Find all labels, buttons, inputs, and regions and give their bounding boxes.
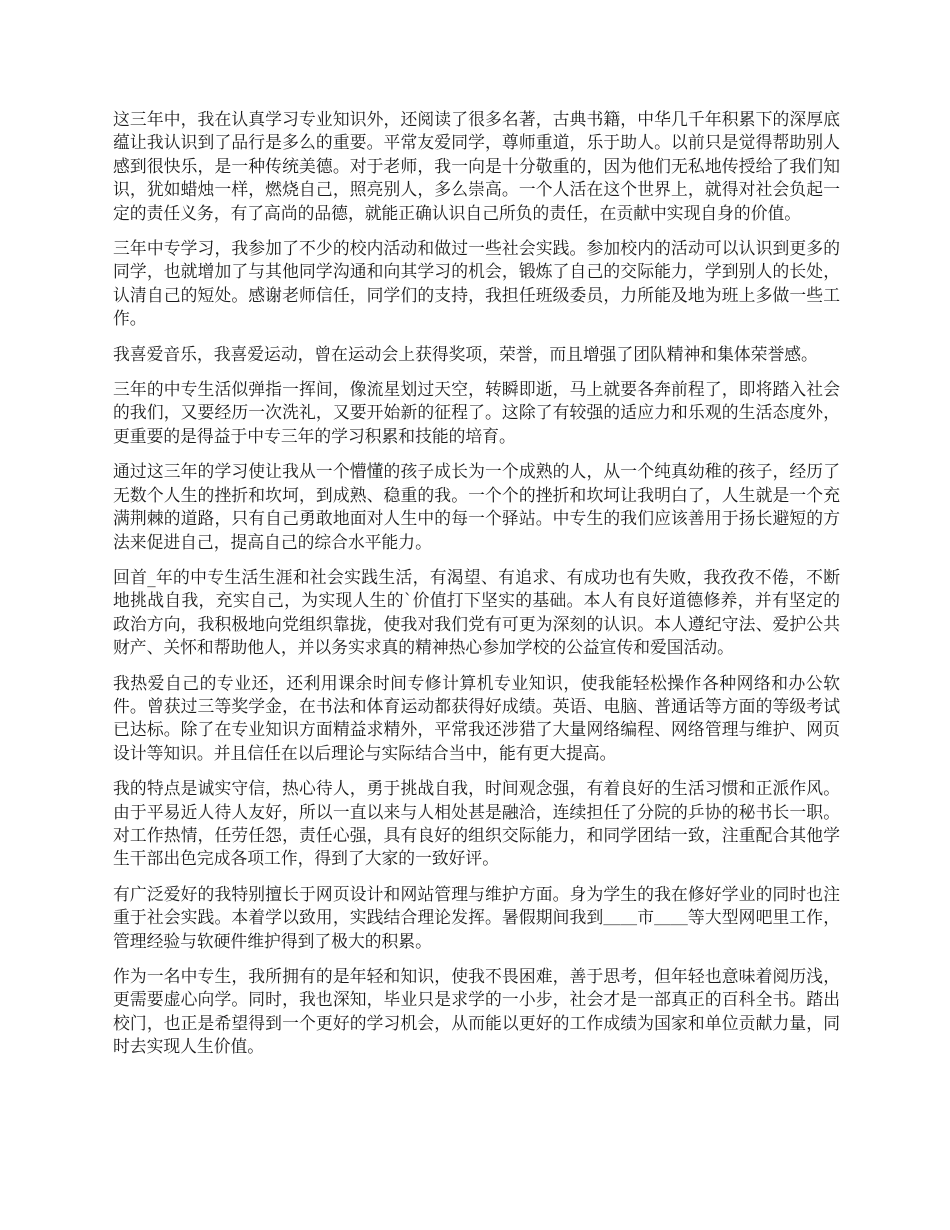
- paragraph-1: 这三年中，我在认真学习专业知识外，还阅读了很多名著，古典书籍，中华几千年积累下的深厚底蕴让我认识到了品行是多么的重要。平常友爱同学，尊师重道，乐于助人。以前只是觉得帮助别人感到很快乐，是一种传统美德。对于老师，我一向是十分敬重的，因为他们无私地传授给了我们知识，犹如蜡烛一样，燃烧自己，照亮别人，多么崇高。一个人活在这个世界上，就得对社会负起一定的责任义务，有了高尚的品德，就能正确认识自己所负的责任，在贡献中实现自身的价值。: [113, 109, 840, 223]
- paragraph-2: 三年中专学习，我参加了不少的校内活动和做过一些社会实践。参加校内的活动可以认识到更多的同学，也就增加了与其他同学沟通和向其学习的机会，锻炼了自己的交际能力，学到别人的长处，认清自己的短处。感谢老师信任，同学们的支持，我担任班级委员，力所能及地为班上多做一些工作。: [113, 238, 840, 329]
- document-body: [113, 108, 840, 1071]
- paragraph-4: 三年的中专生活似弹指一挥间，像流星划过天空，转瞬即逝，马上就要各奔前程了，即将踏入社会的我们，又要经历一次洗礼，又要开始新的征程了。这除了有较强的适应力和乐观的生活态度外，更重要的是得益于中专三年的学习积累和技能的培育。: [113, 379, 840, 446]
- paragraph-8: 我的特点是诚实守信，热心待人，勇于挑战自我，时间观念强，有着良好的生活习惯和正派作风。由于平易近人待人友好，所以一直以来与人相处甚是融洽，连续担任了分院的乒协的秘书长一职。对工作热情，任劳任怨，责任心强，具有良好的组织交际能力，和同学团结一致，注重配合其他学生干部出色完成各项工作，得到了大家的一致好评。: [113, 778, 840, 869]
- paragraph-10: 作为一名中专生，我所拥有的是年轻和知识，使我不畏困难，善于思考，但年轻也意味着阅历浅，更需要虚心向学。同时，我也深知，毕业只是求学的一小步，社会才是一部真正的百科全书。踏出校门，也正是希望得到一个更好的学习机会，从而能以更好的工作成绩为国家和单位贡献力量，同时去实现人生价值。: [113, 966, 840, 1057]
- paragraph-5: 通过这三年的学习使让我从一个懵懂的孩子成长为一个成熟的人，从一个纯真幼稚的孩子，经历了无数个人生的挫折和坎坷，到成熟、稳重的我。一个个的挫折和坎坷让我明白了，人生就是一个充满荆棘的道路，只有自己勇敢地面对人生中的每一个驿站。中专生的我们应该善用于扬长避短的方法来促进自己，提高自己的综合水平能力。: [113, 461, 840, 552]
- paragraph-3: 我喜爱音乐，我喜爱运动，曾在运动会上获得奖项，荣誉，而且增强了团队精神和集体荣誉感。: [113, 343, 818, 364]
- paragraph-7: 我热爱自己的专业还，还利用课余时间专修计算机专业知识，使我能轻松操作各种网络和办公软件。曾获过三等奖学金，在书法和体育运动都获得好成绩。英语、电脑、普通话等方面的等级考试已达标。除了在专业知识方面精益求精外，平常我还涉猎了大量网络编程、网络管理与维护、网页设计等知识。并且信任在以后理论与实际结合当中，能有更大提高。: [113, 672, 840, 763]
- paragraph-6: 回首_年的中专生活生涯和社会实践生活，有渴望、有追求、有成功也有失败，我孜孜不倦，不断地挑战自我，充实自己，为实现人生的`价值打下坚实的基础。本人有良好道德修养，并有坚定的政治方向，我积极地向党组织靠拢，使我对我们党有可更为深刻的认识。本人遵纪守法、爱护公共财产、关怀和帮助他人，并以务实求真的精神热心参加学校的公益宣传和爱国活动。: [113, 566, 840, 658]
- paragraph-9: 有广泛爱好的我特别擅长于网页设计和网站管理与维护方面。身为学生的我在修好学业的同时也注重于社会实践。本着学以致用，实践结合理论发挥。暑假期间我到＿＿市＿＿等大型网吧里工作，管理经验与软硬件维护得到了极大的积累。: [113, 883, 840, 951]
